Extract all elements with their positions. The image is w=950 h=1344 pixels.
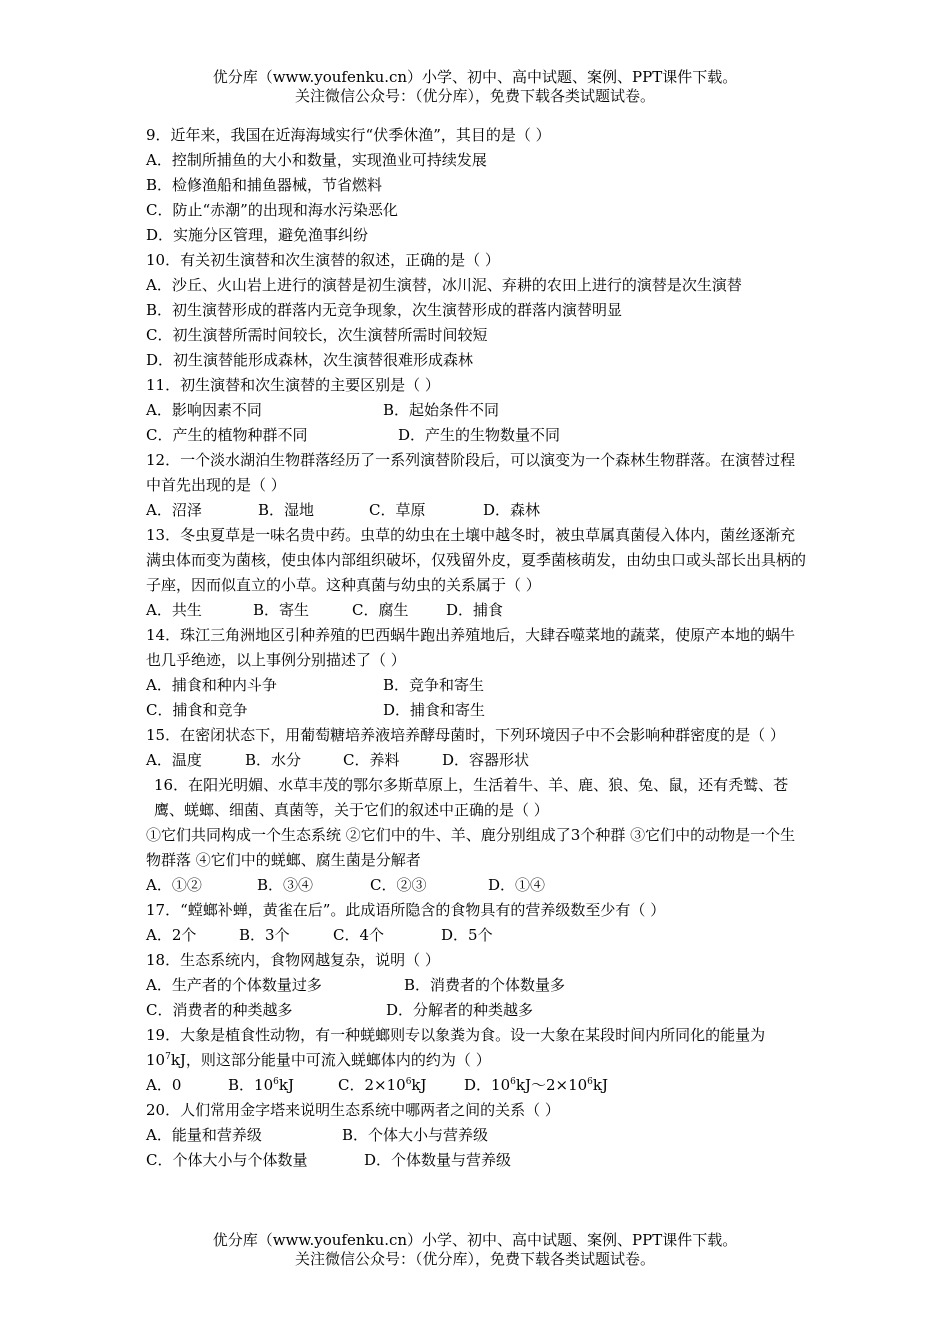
q11-stem: 11．初生演替和次生演替的主要区别是（ ）	[146, 376, 440, 394]
q13-option-b: B．寄生	[253, 601, 310, 619]
q20-options-row-2	[146, 1148, 810, 1173]
q19-option-b-pre: B．10	[228, 1076, 274, 1094]
q19-option-b-post: kJ	[278, 1076, 294, 1094]
q9-option-c: C．防止“赤潮”的出现和海水污染恶化	[146, 201, 398, 219]
q15-options-row	[146, 748, 810, 773]
q9-option-a: A．控制所捕鱼的大小和数量，实现渔业可持续发展	[146, 151, 487, 169]
q10-stem: 10．有关初生演替和次生演替的叙述，正确的是（ ）	[146, 251, 500, 269]
q17-option-a: A．2个	[146, 926, 197, 944]
q19-option-c	[338, 1073, 464, 1098]
footer-line-1: 优分库（www.youfenku.cn）小学、初中、高中试题、案例、PPT课件下载。	[212, 1231, 738, 1249]
q12-option-c: C．草原	[369, 501, 426, 519]
q16-option-d: D．①④	[488, 876, 546, 894]
q19-stem	[146, 1023, 810, 1073]
q19-option-c-post: kJ	[411, 1076, 427, 1094]
q19-option-c-pre: C．2×10	[338, 1076, 406, 1094]
q19-option-d-pre: D．10	[464, 1076, 511, 1094]
q11-option-c: C．产生的植物种群不同	[146, 426, 308, 444]
question-list	[146, 123, 810, 1173]
q10-option-b: B．初生演替形成的群落内无竞争现象，次生演替形成的群落内演替明显	[146, 301, 623, 319]
q11-options-row-2	[146, 423, 810, 448]
q19-options-row	[146, 1073, 810, 1098]
q19-option-d-post: kJ	[592, 1076, 609, 1094]
q15-stem: 15．在密闭状态下，用葡萄糖培养液培养酵母菌时，下列环境因子中不会影响种群密度的是（ ）	[146, 726, 785, 744]
q19-option-b	[228, 1073, 338, 1098]
q15-option-d: D．容器形状	[442, 751, 530, 769]
q18-option-c: C．消费者的种类越多	[146, 1001, 293, 1019]
page-header	[0, 68, 950, 106]
q14-option-d: D．捕食和寄生	[383, 701, 486, 719]
q10-option-c: C．初生演替所需时间较长，次生演替所需时间较短	[146, 326, 488, 344]
q19-stem-pre: 19．大象是植食性动物，有一种蜣螂则专以象粪为食。设一大象在某段时间内所同化的能量为10	[146, 1026, 766, 1069]
q14-option-c: C．捕食和竞争	[146, 701, 248, 719]
q13-option-c: C．腐生	[352, 601, 409, 619]
q15-option-a: A．温度	[146, 751, 202, 769]
q19-option-d-exponent-2: 6	[587, 1077, 593, 1087]
q19-option-d-exponent-1: 6	[510, 1077, 516, 1087]
q10-option-a: A．沙丘、火山岩上进行的演替是初生演替，冰川泥、弃耕的农田上进行的演替是次生演替	[146, 276, 742, 294]
q14-stem: 14．珠江三角洲地区引种养殖的巴西蜗牛跑出养殖地后，大肆吞噬菜地的蔬菜，使原产本地的蜗牛也几乎绝迹，以上事例分别描述了（ ）	[146, 626, 796, 669]
q14-options-row-1	[146, 673, 810, 698]
q17-option-d: D．5个	[441, 926, 493, 944]
q20-option-c: C．个体大小与个体数量	[146, 1151, 308, 1169]
q11-option-a: A．影响因素不同	[146, 401, 262, 419]
q16-statements: ①它们共同构成一个生态系统 ②它们中的牛、羊、鹿分别组成了3个种群 ③它们中的动物是一个生物群落 ④它们中的蜣螂、腐生菌是分解者	[146, 826, 796, 869]
q20-option-d: D．个体数量与营养级	[364, 1151, 512, 1169]
q19-option-d-mid: kJ～2×10	[515, 1076, 588, 1094]
q13-stem: 13．冬虫夏草是一味名贵中药。虫草的幼虫在土壤中越冬时，被虫草属真菌侵入体内，菌丝逐渐充满虫体而变为菌核，使虫体内部组织破坏，仅残留外皮，夏季菌核萌发，由幼虫口或头部长出具柄的子座，因而似直立的小草。这种真菌与幼虫的关系属于（ ）	[146, 526, 807, 594]
q18-options-row-1	[146, 973, 810, 998]
footer-line-2: 关注微信公众号：（优分库），免费下载各类试题试卷。	[294, 1250, 655, 1268]
q16-options-row	[146, 873, 810, 898]
q16-option-a: A．①②	[146, 876, 202, 894]
q19-option-d	[464, 1073, 608, 1098]
q11-option-d: D．产生的生物数量不同	[398, 426, 561, 444]
q20-options-row-1	[146, 1123, 810, 1148]
q14-option-a: A．捕食和种内斗争	[146, 676, 277, 694]
q14-option-b: B．竞争和寄生	[383, 676, 485, 694]
q18-option-d: D．分解者的种类越多	[386, 1001, 534, 1019]
q9-option-d: D．实施分区管理，避免渔事纠纷	[146, 226, 369, 244]
q17-options-row	[146, 923, 810, 948]
q18-options-row-2	[146, 998, 810, 1023]
page-footer	[0, 1231, 950, 1269]
q17-stem: 17．“螳螂补蝉，黄雀在后”。此成语所隐含的食物具有的营养级数至少有（ ）	[146, 901, 666, 919]
q12-option-d: D．森林	[483, 501, 541, 519]
q12-stem: 12．一个淡水湖泊生物群落经历了一系列演替阶段后，可以演变为一个森林生物群落。在演替过程中首先出现的是（ ）	[146, 451, 796, 494]
q9-stem: 9．近年来，我国在近海海域实行“伏季休渔”，其目的是（ ）	[146, 126, 551, 144]
q18-stem: 18．生态系统内，食物网越复杂，说明（ ）	[146, 951, 440, 969]
q17-option-b: B．3个	[239, 926, 290, 944]
q20-stem: 20．人们常用金字塔来说明生态系统中哪两者之间的关系（ ）	[146, 1101, 560, 1119]
q20-option-b: B．个体大小与营养级	[342, 1126, 489, 1144]
q18-option-b: B．消费者的个体数量多	[404, 976, 566, 994]
q16-stem: 16．在阳光明媚、水草丰茂的鄂尔多斯草原上，生活着牛、羊、鹿、狼、兔、鼠，还有秃鹫、苍鹰、蜣螂、细菌、真菌等，关于它们的叙述中正确的是（ ）	[154, 776, 789, 819]
q9-option-b: B．检修渔船和捕鱼器械，节省燃料	[146, 176, 383, 194]
q19-stem-exponent: 7	[165, 1052, 171, 1062]
q12-options-row	[146, 498, 810, 523]
header-line-1: 优分库（www.youfenku.cn）小学、初中、高中试题、案例、PPT课件下载。	[212, 68, 738, 86]
q19-option-b-exponent: 6	[273, 1077, 279, 1087]
q16-option-b: B．③④	[257, 876, 314, 894]
q10-option-d: D．初生演替能形成森林，次生演替很难形成森林	[146, 351, 474, 369]
q12-option-b: B．湿地	[258, 501, 315, 519]
q17-option-c: C．4个	[333, 926, 385, 944]
q19-stem-post: kJ，则这部分能量中可流入蜣螂体内的约为（ ）	[170, 1051, 491, 1069]
q19-option-a: A．0	[146, 1076, 182, 1094]
q13-option-a: A．共生	[146, 601, 202, 619]
q13-option-d: D．捕食	[446, 601, 504, 619]
q19-option-c-exponent: 6	[405, 1077, 412, 1087]
q15-option-b: B．水分	[245, 751, 302, 769]
q20-option-a: A．能量和营养级	[146, 1126, 262, 1144]
q11-option-b: B．起始条件不同	[383, 401, 500, 419]
q14-options-row-2	[146, 698, 810, 723]
q18-option-a: A．生产者的个体数量过多	[146, 976, 322, 994]
q13-options-row	[146, 598, 810, 623]
header-line-2: 关注微信公众号：（优分库），免费下载各类试题试卷。	[294, 87, 655, 105]
q12-option-a: A．沼泽	[146, 501, 202, 519]
q11-options-row-1	[146, 398, 810, 423]
q16-option-c: C．②③	[370, 876, 427, 894]
q15-option-c: C．养料	[343, 751, 400, 769]
